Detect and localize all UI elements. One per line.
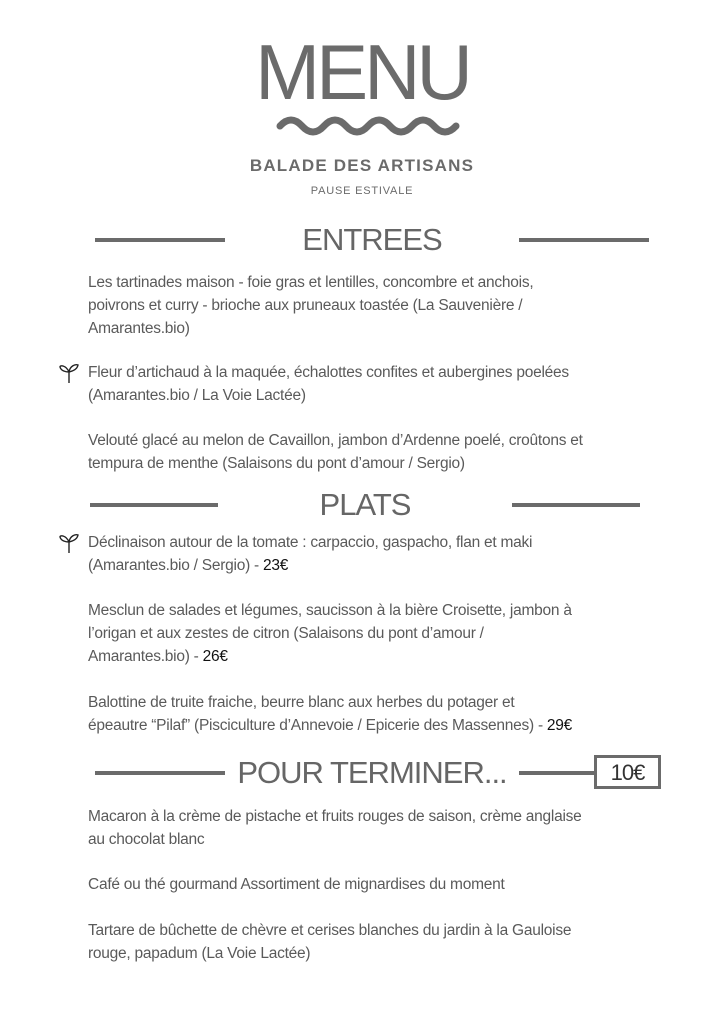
item-line: tempura de menthe (Salaisons du pont d’amour / Sergio) <box>88 455 465 472</box>
item-line: rouge, papadum (La Voie Lactée) <box>88 945 311 962</box>
item-line: Mesclun de salades et légumes, saucisson à la bière Croisette, jambon à <box>88 602 572 619</box>
item-line <box>88 554 288 577</box>
item-line: Café ou thé gourmand Assortiment de mignardises du moment <box>88 876 505 893</box>
item-line: Amarantes.bio) <box>88 320 190 337</box>
item-line: l’origan et aux zestes de citron (Salaisons du pont d’amour / <box>88 625 484 642</box>
item-line: Macaron à la crème de pistache et fruits rouges de saison, crème anglaise <box>88 808 582 825</box>
item-line <box>88 645 228 668</box>
menu-tagline: PAUSE ESTIVALE <box>310 185 414 197</box>
divider-rule <box>95 238 225 242</box>
item-line <box>88 714 572 737</box>
section-title-plats: PLATS <box>319 487 411 522</box>
divider-rule <box>90 503 218 507</box>
item-line: Fleur d’artichaud à la maquée, échalottes confites et aubergines poelées <box>88 364 569 381</box>
item-line: (Amarantes.bio / La Voie Lactée) <box>88 387 306 404</box>
item-line: poivrons et curry - brioche aux pruneaux toastée (La Sauvenière / <box>88 297 523 314</box>
divider-rule <box>95 771 225 775</box>
vegetarian-sprout-icon <box>58 362 80 384</box>
item-line: au chocolat blanc <box>88 831 205 848</box>
item-line: Velouté glacé au melon de Cavaillon, jambon d’Ardenne poelé, croûtons et <box>88 432 583 449</box>
section-title-entrees: ENTREES <box>302 222 442 257</box>
vegetarian-sprout-icon <box>58 532 80 554</box>
divider-rule <box>512 503 640 507</box>
item-price: 29€ <box>546 717 573 734</box>
item-price: 23€ <box>263 557 289 574</box>
dessert-price-box: 10€ <box>594 755 661 789</box>
divider-rule <box>519 771 595 775</box>
item-line-text: (Amarantes.bio / Sergio) - <box>88 557 264 574</box>
item-line-text: épeautre “Pilaf” (Pisciculture d’Annevoie / Epicerie des Massennes) - <box>88 717 547 734</box>
divider-rule <box>519 238 649 242</box>
wave-decoration-icon <box>276 112 462 140</box>
item-price: 26€ <box>202 648 228 665</box>
item-line: Balottine de truite fraiche, beurre blanc aux herbes du potager et <box>88 694 515 711</box>
item-line: Les tartinades maison - foie gras et lentilles, concombre et anchois, <box>88 274 534 291</box>
item-line: Tartare de bûchette de chèvre et cerises blanches du jardin à la Gauloise <box>88 922 572 939</box>
section-title-desserts: POUR TERMINER... <box>237 755 507 790</box>
item-line-text: Amarantes.bio) - <box>88 648 203 665</box>
restaurant-name: BALADE DES ARTISANS <box>249 156 475 175</box>
item-line: Déclinaison autour de la tomate : carpaccio, gaspacho, flan et maki <box>88 534 533 551</box>
menu-title: MENU <box>255 28 469 116</box>
